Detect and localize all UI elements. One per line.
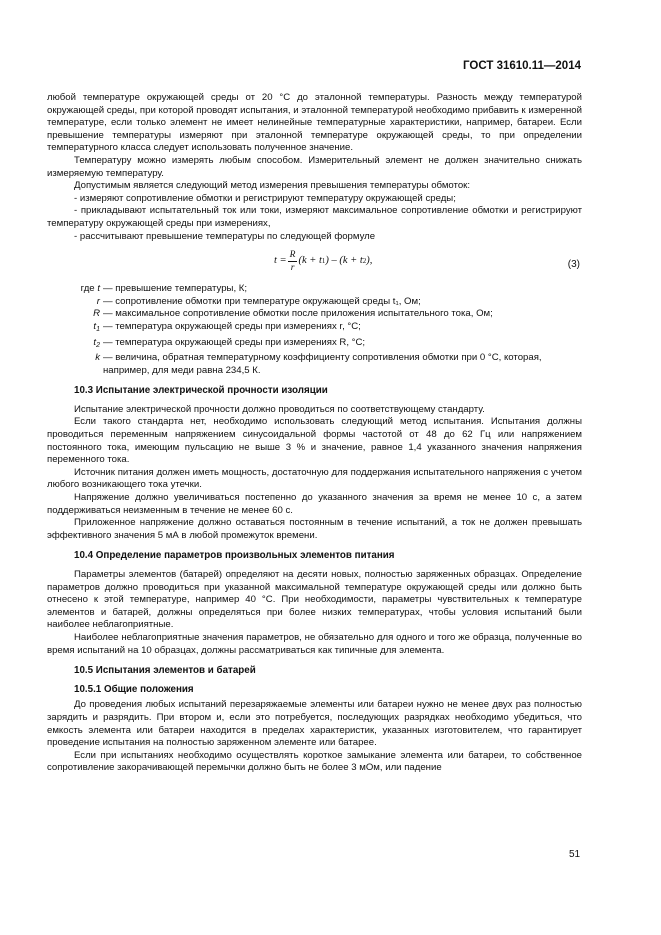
formula-part: (k + t [298, 255, 322, 267]
fraction-denominator: r [290, 263, 295, 274]
page-number: 51 [569, 849, 581, 860]
legend-variable: t [93, 336, 97, 348]
formula-number: (3) [567, 259, 580, 271]
paragraph: Источник питания должен иметь мощность, достаточную для поддержания испытательного напряжения с учетом любого возникающего тока утечки. [47, 466, 582, 491]
list-item: - прикладывают испытательный ток или токи, измеряют максимальное сопротивление обмотки и регистрируют температуру окружающей среды при измерениях, [47, 205, 582, 229]
formula-part: ), [366, 255, 373, 267]
legend-description: — превышение температуры, К; [103, 283, 248, 295]
subsection-heading: 10.5.1 Общие положения [74, 683, 194, 695]
formula-3 [47, 245, 582, 281]
legend-description: — температура окружающей среды при измерениях r, °С; [103, 320, 361, 332]
formula-fraction [288, 249, 298, 274]
legend-symbol [47, 308, 103, 321]
paragraph: Допустимым является следующий метод измерения превышения температуры обмоток: [74, 180, 471, 192]
legend-row [47, 308, 582, 321]
formula-part: ) – (k + t [325, 255, 363, 267]
paragraph: Если такого стандарта нет, необходимо использовать следующий метод испытания. Испытания должны проводиться переменным напряжением синусоидальной формы частотой от 48 до 62 Гц или напряжением постоянного тока, имеющим пульсацию не выше 3 % и значение, равное 1,4 указанного значения напряжения переменного тока. [47, 416, 582, 466]
list-item: - рассчитывают превышение температуры по следующей формуле [74, 230, 376, 242]
legend-prefix: где [80, 283, 95, 295]
paragraph: До проведения любых испытаний перезаряжаемые элементы или батареи нужно не менее двух раз полностью зарядить и разрядить. При втором и, если это потребуется, последующих разрядках необходимо убедиться, что емкость элемента или батареи находится в пределах характеристик, указанных изготовителем, что гарантирует проведение испытания на полностью заряженном элементе или батарее. [47, 699, 582, 749]
legend-description: — величина, обратная температурному коэффициенту сопротивления обмотки при 0 °С, которая, например, для меди равна 234,5 К. [103, 352, 542, 376]
legend-variable: t [93, 320, 97, 332]
formula-lhs: t = [274, 255, 287, 267]
paragraph: любой температуре окружающей среды от 20 °С до эталонной температуры. Разность между температурой окружающей среды, при которой проводят испытания, и эталонной температурой необходимо прибавить к измеренной температуре, если только элемент не имеет нелинейные температурные характеристики, например, батареи. Если превышение температуры измеряют при эталонной температуре окружающей среды, то при определении температурного класса следует использовать полученное значение. [47, 92, 582, 154]
legend-symbol [47, 337, 103, 353]
formula-subscript: 1 [321, 257, 326, 266]
paragraph: Приложенное напряжение должно оставаться постоянным в течение испытаний, а ток не должен превышать эффективного значения 5 мА в любой промежуток времени. [47, 517, 582, 541]
legend-symbol [47, 321, 103, 337]
legend-description: — сопротивление обмотки при температуре окружающей среды t₁, Ом; [103, 295, 421, 307]
list-item: - измеряют сопротивление обмотки и регистрируют температуру окружающей среды; [74, 192, 456, 204]
section-heading: 10.3 Испытание электрической прочности изоляции [74, 385, 328, 397]
fraction-numerator: R [289, 250, 296, 261]
legend-description: — температура окружающей среды при измерениях R, °С; [103, 336, 366, 348]
legend-row [47, 283, 582, 296]
paragraph: Температуру можно измерять любым способом. Измерительный элемент не должен значительно снижать измеряемую температуру. [47, 154, 582, 179]
legend-row [47, 337, 582, 353]
legend-row [47, 296, 582, 309]
formula-subscript: 2 [362, 257, 367, 266]
legend-subscript: 1 [96, 325, 100, 333]
document-header: ГОСТ 31610.11—2014 [463, 60, 581, 72]
paragraph: Если при испытаниях необходимо осуществлять короткое замыкание элемента или батареи, то собственное сопротивление закорачивающей перемычки должно быть не более 3 мОм, или падение [47, 749, 582, 774]
legend-symbol [47, 296, 103, 309]
legend-symbol [47, 283, 103, 296]
legend-variable: k [95, 352, 100, 364]
paragraph: Напряжение должно увеличиваться постепенно до указанного значения за время не менее 10 с, а затем поддерживаться неизменным в течение не менее 60 с. [47, 492, 582, 516]
legend-variable: r [96, 295, 100, 307]
section-heading: 10.4 Определение параметров произвольных элементов питания [74, 550, 395, 562]
legend-variable: R [93, 308, 100, 320]
section-heading: 10.5 Испытания элементов и батарей [74, 665, 256, 677]
paragraph: Параметры элементов (батарей) определяют на десяти новых, полностью заряженных образцах. Определение параметров должно проводиться при указанной максимальной температуре окружающей среды или должно быть отнесено к этой температуре, например 40 °С. При необходимости, параметры чувствительных к температуре элементов и батарей, должны определяться при более низких температурах, чтобы условия испытаний были наиболее неблагоприятные. [47, 569, 582, 631]
where-list [47, 283, 582, 377]
legend-row [47, 321, 582, 337]
legend-variable: t [97, 283, 100, 295]
legend-symbol [47, 352, 103, 377]
legend-description: — максимальное сопротивление обмотки после приложения испытательного тока, Ом; [103, 308, 493, 320]
paragraph: Испытание электрической прочности должно проводиться по соответствующему стандарту. [74, 403, 485, 415]
page-body [47, 92, 582, 775]
paragraph: Наиболее неблагоприятные значения параметров, не обязательно для одного и того же образца, полученные во время испытаний на 10 образцах, должны рассматриваться как типичные для элемента. [47, 631, 582, 656]
legend-subscript: 2 [96, 341, 100, 349]
legend-row [47, 352, 582, 377]
